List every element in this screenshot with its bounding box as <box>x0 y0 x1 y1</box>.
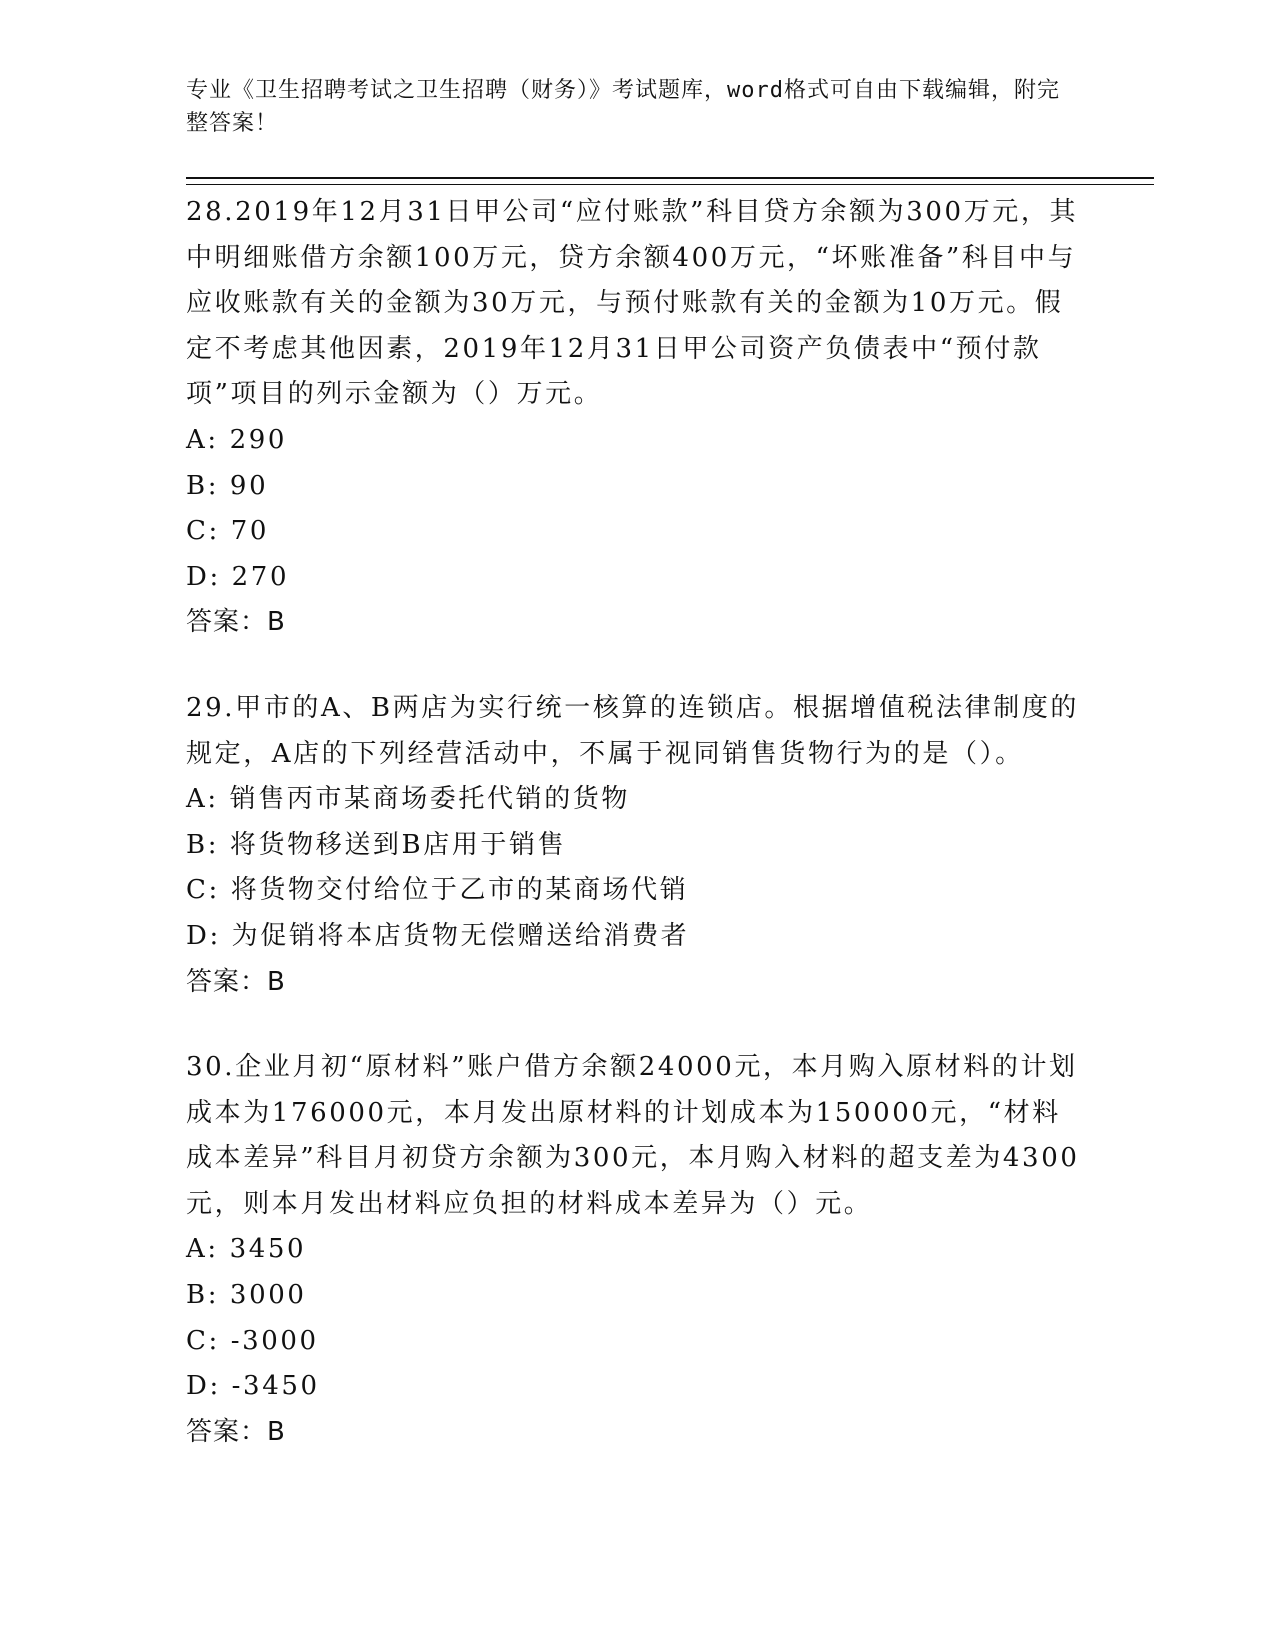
answer: 答案：B <box>186 966 286 997</box>
option-a: A: 3450 <box>186 1234 307 1265</box>
answer: 答案：B <box>186 607 286 638</box>
header-divider-thin <box>186 184 1154 185</box>
option-a: A: 销售丙市某商场委托代销的货物 <box>186 784 631 815</box>
option-d: D: -3450 <box>186 1371 320 1402</box>
document-header: 专业《卫生招聘考试之卫生招聘（财务）》考试题库，word格式可自由下载编辑，附完整答案！ <box>186 78 1060 136</box>
header-divider-thick <box>186 177 1154 179</box>
question-30 <box>186 1045 1086 1455</box>
option-c: C: -3000 <box>186 1325 319 1356</box>
answer: 答案：B <box>186 1416 286 1447</box>
option-b: B: 3000 <box>186 1280 307 1311</box>
question-list <box>186 190 1086 1495</box>
option-c: C: 70 <box>186 516 270 547</box>
option-a: A: 290 <box>186 424 288 455</box>
question-29 <box>186 686 1086 1005</box>
option-d: D: 为促销将本店货物无偿赠送给消费者 <box>186 920 690 951</box>
option-b: B: 将货物移送到B店用于销售 <box>186 829 567 860</box>
question-28 <box>186 190 1086 646</box>
question-text: 29.甲市的A、B两店为实行统一核算的连锁店。根据增值税法律制度的规定，A店的下列经营活动中，不属于视同销售货物行为的是（）。 <box>186 692 1080 769</box>
option-c: C: 将货物交付给位于乙市的某商场代销 <box>186 875 689 906</box>
option-d: D: 270 <box>186 561 290 592</box>
question-text: 28.2019年12月31日甲公司“应付账款”科目贷方余额为300万元，其中明细账借方余额100万元，贷方余额400万元，“坏账准备”科目中与应收账款有关的金额为30万元，与预付账款有关的金额为10万元。假定不考虑其他因素，2019年12月31日甲公司资产负债表中“预付款项”项目的列示金额为（）万元。 <box>186 197 1079 410</box>
question-text: 30.企业月初“原材料”账户借方余额24000元，本月购入原材料的计划成本为176000元，本月发出原材料的计划成本为150000元，“材料成本差异”科目月初贷方余额为300元，本月购入材料的超支差为4300元，则本月发出材料应负担的材料成本差异为（）元。 <box>186 1052 1080 1219</box>
option-b: B: 90 <box>186 470 269 501</box>
